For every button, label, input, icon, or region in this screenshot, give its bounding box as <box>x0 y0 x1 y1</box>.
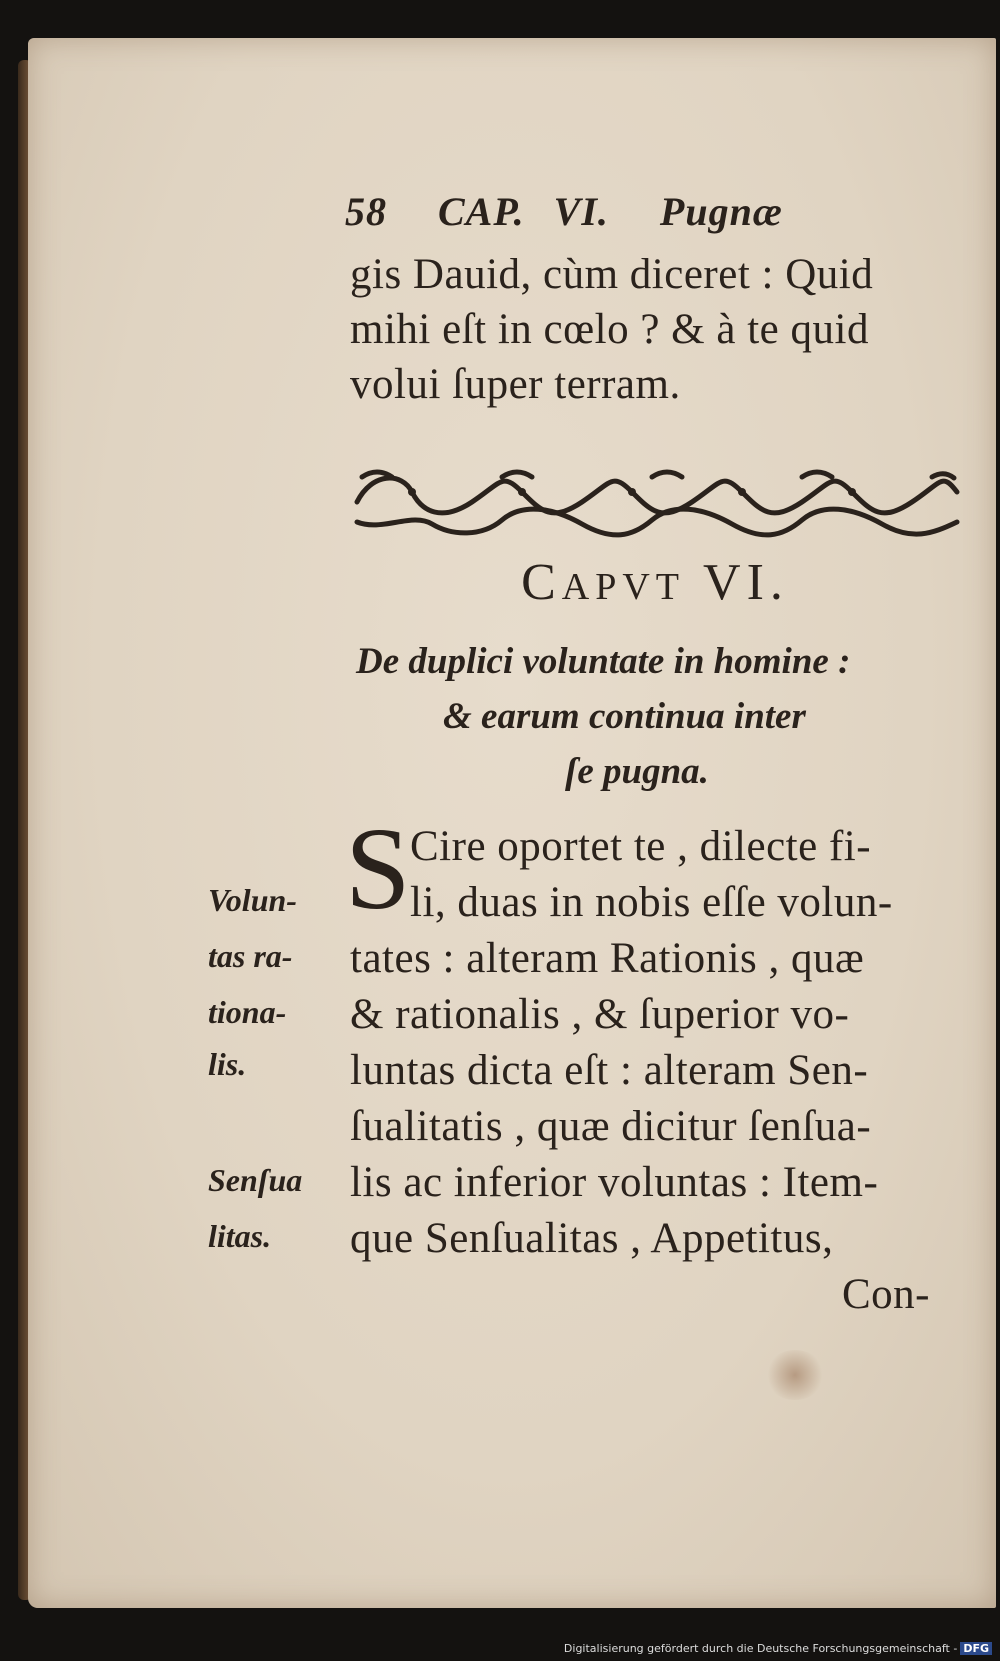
margin-note: litas. <box>208 1218 272 1254</box>
margin-note: Volun- <box>208 882 297 918</box>
text-line: gis Dauid, cùm diceret : Quid <box>350 251 874 298</box>
chapter-title-initial: C <box>521 554 562 611</box>
chapter-title-word: APVT <box>561 566 685 608</box>
chapter-subtitle-line: & earum continua inter <box>443 696 806 737</box>
text-line: tates : alteram Rationis , quæ <box>350 935 865 982</box>
text-line: volui ſuper terram. <box>350 361 681 408</box>
catchword: Con- <box>842 1271 930 1318</box>
running-header <box>345 188 783 235</box>
decorative-ornament-band <box>352 462 962 538</box>
running-title: Pugnæ <box>659 189 783 234</box>
text-line: ſualitatis , quæ dicitur ſenſua- <box>350 1103 872 1150</box>
margin-note: tas ra- <box>208 938 293 974</box>
chapter-title-numeral: VI. <box>703 554 789 611</box>
text-line: li, duas in nobis eſſe volun- <box>410 879 893 926</box>
chapter-title <box>350 553 960 612</box>
margin-note: Senſua <box>208 1162 303 1198</box>
text-line: que Senſualitas , Appetitus, <box>350 1215 834 1262</box>
dfg-logo: DFG <box>960 1642 992 1655</box>
chapter-subtitle-line: De duplici voluntate in homine : <box>356 641 851 682</box>
margin-note: tiona- <box>208 994 287 1030</box>
text-line: & rationalis , & ſuperior vo- <box>350 991 850 1038</box>
digitization-credit <box>564 1642 992 1655</box>
drop-cap: S <box>345 803 411 934</box>
paper-stain <box>765 1350 825 1400</box>
text-line: luntas dicta eſt : alteram Sen- <box>350 1047 869 1094</box>
chapter-subtitle-line: ſe pugna. <box>565 751 709 792</box>
text-line: mihi eſt in cœlo ? & à te quid <box>350 306 869 353</box>
text-line: Cire oportet te , dilecte fi- <box>410 823 872 870</box>
credit-text: Digitalisierung gefördert durch die Deutsche Forschungsgemeinschaft - <box>563 1642 958 1655</box>
text-line: lis ac inferior voluntas : Item- <box>350 1159 879 1206</box>
header-cap: CAP. <box>438 189 525 234</box>
header-chapter-numeral: VI. <box>553 189 609 234</box>
page-number: 58 <box>345 189 387 234</box>
margin-note: lis. <box>208 1046 247 1082</box>
